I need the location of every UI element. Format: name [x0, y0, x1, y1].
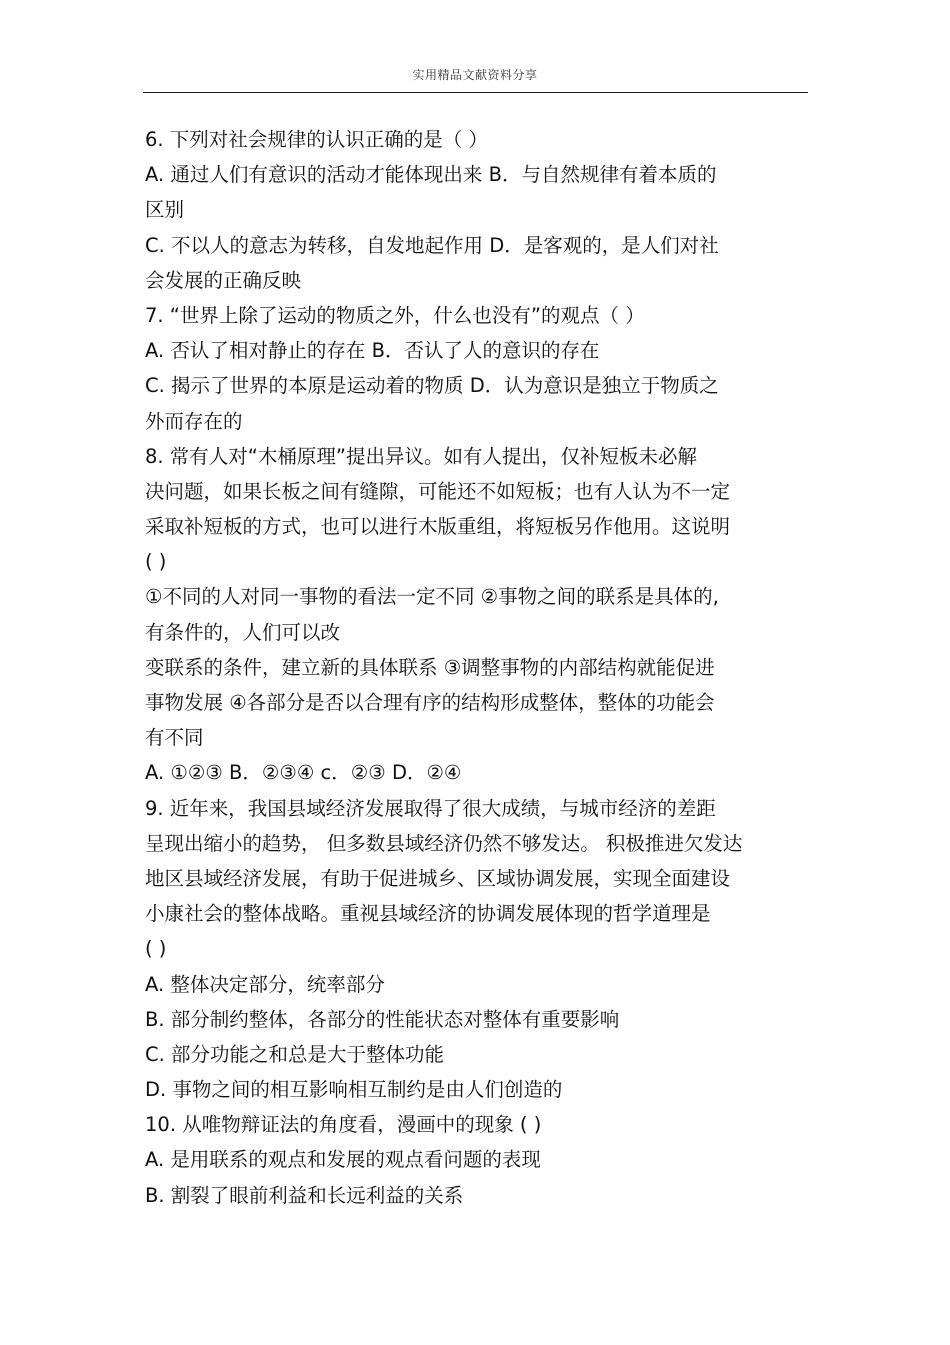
text-line: B. 割裂了眼前利益和长远利益的关系 — [145, 1183, 464, 1207]
text-line: C. 部分功能之和总是大于整体功能 — [145, 1042, 445, 1066]
text-line: A. ①②③ B．②③④ c．②③ D．②④ — [145, 761, 462, 785]
text-line: ( ) — [145, 550, 167, 574]
text-line: C. 不以人的意志为转移，自发地起作用 D．是客观的，是人们对社 — [145, 233, 719, 257]
text-line: 变联系的条件，建立新的具体联系 ③调整事物的内部结构就能促进 — [145, 655, 715, 679]
page-header: 实用精品文献资料分享 — [412, 68, 538, 82]
text-line: 采取补短板的方式，也可以进行木版重组，将短板另作他用。这说明 — [145, 515, 731, 539]
text-line: 事物发展 ④各部分是否以合理有序的结构形成整体，整体的功能会 — [145, 691, 715, 714]
text-line: 8. 常有人对“木桶原理”提出异议。如有人提出，仅补短板未必解 — [145, 444, 698, 468]
text-line: A. 否认了相对静止的存在 B．否认了人的意识的存在 — [145, 339, 600, 363]
text-line: 有条件的，人们可以改 — [145, 620, 341, 644]
text-line: 会发展的正确反映 — [145, 268, 302, 292]
text-line: A. 通过人们有意识的活动才能体现出来 B．与自然规律有着本质的 — [145, 163, 717, 187]
text-line: 区别 — [145, 198, 185, 222]
text-line: 外而存在的 — [145, 409, 243, 433]
document-body — [145, 122, 815, 1213]
text-line: A. 是用联系的观点和发展的观点看问题的表现 — [145, 1148, 541, 1172]
text-line: D. 事物之间的相互影响相互制约是由人们创造的 — [145, 1078, 563, 1102]
text-line: 小康社会的整体战略。重视县域经济的协调发展体现的哲学道理是 — [145, 902, 711, 926]
text-line: 7. “世界上除了运动的物质之外，什么也没有”的观点（ ） — [145, 303, 645, 327]
text-line: 决问题，如果长板之间有缝隙，可能还不如短板；也有人认为不一定 — [145, 479, 731, 503]
text-line: ( ) — [145, 937, 167, 961]
text-line: 6. 下列对社会规律的认识正确的是（ ） — [145, 128, 489, 151]
text-line: A. 整体决定部分，统率部分 — [145, 972, 385, 996]
text-line: 呈现出缩小的趋势， 但多数县域经济仍然不够发达。 积极推进欠发达 — [145, 831, 743, 855]
text-line: B. 部分制约整体，各部分的性能状态对整体有重要影响 — [145, 1007, 620, 1031]
text-line: ①不同的人对同一事物的看法一定不同 ②事物之间的联系是具体的, — [145, 585, 719, 609]
header-divider — [143, 92, 808, 93]
text-line: C. 揭示了世界的本原是运动着的物质 D．认为意识是独立于物质之 — [145, 374, 719, 398]
text-line: 有不同 — [145, 726, 204, 750]
text-line: 地区县域经济发展，有助于促进城乡、区域协调发展，实现全面建设 — [145, 866, 731, 890]
text-line: 9. 近年来，我国县域经济发展取得了很大成绩，与城市经济的差距 — [145, 796, 716, 820]
text-line: 10. 从唯物辩证法的角度看，漫画中的现象 ( ) — [145, 1113, 542, 1137]
